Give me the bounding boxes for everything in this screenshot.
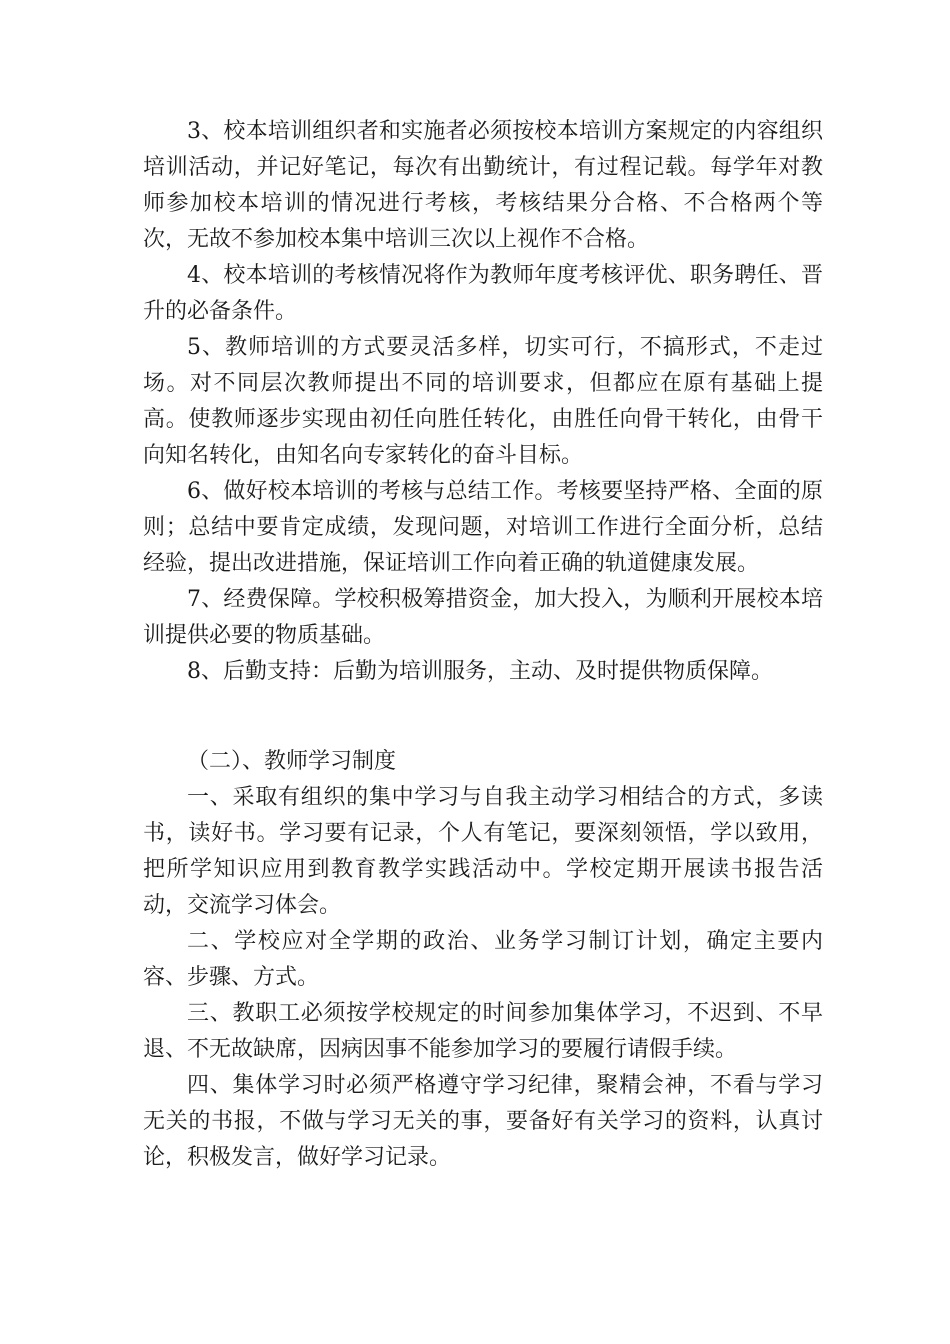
teacher-study-system-section [143,744,823,1176]
section-heading: （二）、教师学习制度 [187,749,397,774]
paragraph-study-4: 四、集体学习时必须严格遵守学习纪律，聚精会神，不看与学习无关的书报，不做与学习无关的事，要备好有关学习的资料，认真讨论，积极发言，做好学习记录。 [143,1073,823,1170]
paragraph-study-1: 一、采取有组织的集中学习与自我主动学习相结合的方式，多读书，读好书。学习要有记录，个人有笔记，要深刻领悟，学以致用，把所学知识应用到教育教学实践活动中。学校定期开展读书报告活动，交流学习体会。 [143,785,823,918]
paragraph-study-3: 三、教职工必须按学校规定的时间参加集体学习，不迟到、不早退、不无故缺席，因病因事不能参加学习的要履行请假手续。 [143,1001,823,1062]
paragraph-rule-5: 5、教师培训的方式要灵活多样，切实可行，不搞形式，不走过场。对不同层次教师提出不同的培训要求，但都应在原有基础上提高。使教师逐步实现由初任向胜任转化，由胜任向骨干转化，由骨干向知名转化，由知名向专家转化的奋斗目标。 [143,335,823,468]
paragraph-rule-4: 4、校本培训的考核情况将作为教师年度考核评优、职务聘任、晋升的必备条件。 [143,263,823,324]
paragraph-rule-7: 7、经费保障。学校积极筹措资金，加大投入，为顺利开展校本培训提供必要的物质基础。 [143,587,823,648]
paragraph-study-2: 二、学校应对全学期的政治、业务学习制订计划，确定主要内容、步骤、方式。 [143,929,823,990]
paragraph-rule-6: 6、做好校本培训的考核与总结工作。考核要坚持严格、全面的原则；总结中要肯定成绩，发现问题，对培训工作进行全面分析，总结经验，提出改进措施，保证培训工作向着正确的轨道健康发展。 [143,479,823,576]
training-rules-section [143,114,823,690]
paragraph-rule-3: 3、校本培训组织者和实施者必须按校本培训方案规定的内容组织培训活动，并记好笔记，每次有出勤统计，有过程记载。每学年对教师参加校本培训的情况进行考核，考核结果分合格、不合格两个等次，无故不参加校本集中培训三次以上视作不合格。 [143,119,823,252]
paragraph-rule-8: 8、后勤支持：后勤为培训服务，主动、及时提供物质保障。 [187,659,773,684]
